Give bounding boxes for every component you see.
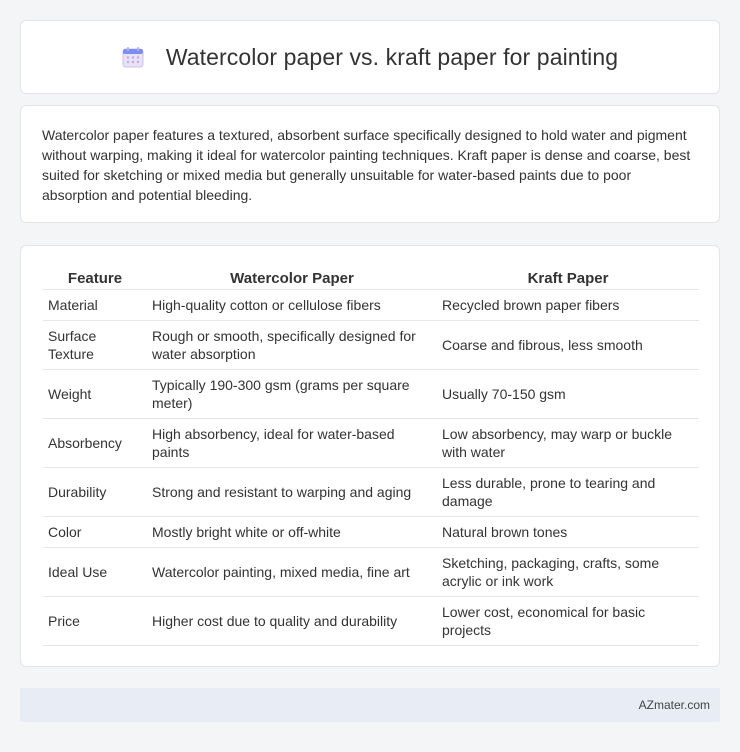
footer-site-link[interactable]: AZmater.com bbox=[638, 698, 710, 712]
table-row bbox=[43, 418, 699, 467]
kraft-cell: Low absorbency, may warp or buckle with water bbox=[437, 418, 699, 467]
kraft-cell: Sketching, packaging, crafts, some acrylic or ink work bbox=[437, 547, 699, 596]
feature-cell: Weight bbox=[43, 369, 147, 418]
feature-cell: Surface Texture bbox=[43, 320, 147, 369]
kraft-cell: Less durable, prone to tearing and damage bbox=[437, 467, 699, 516]
table-row bbox=[43, 467, 699, 516]
feature-cell: Absorbency bbox=[43, 418, 147, 467]
header-feature: Feature bbox=[43, 266, 147, 289]
kraft-cell: Lower cost, economical for basic projects bbox=[437, 596, 699, 645]
watercolor-cell: Higher cost due to quality and durability bbox=[147, 596, 437, 645]
calendar-icon bbox=[122, 46, 144, 68]
table-row bbox=[43, 289, 699, 320]
intro-card bbox=[20, 105, 720, 223]
table-row bbox=[43, 547, 699, 596]
watercolor-cell: High absorbency, ideal for water-based paints bbox=[147, 418, 437, 467]
watercolor-cell: Typically 190-300 gsm (grams per square meter) bbox=[147, 369, 437, 418]
feature-cell: Durability bbox=[43, 467, 147, 516]
kraft-cell: Coarse and fibrous, less smooth bbox=[437, 320, 699, 369]
comparison-card bbox=[20, 245, 720, 667]
kraft-cell: Recycled brown paper fibers bbox=[437, 289, 699, 320]
watercolor-cell: Rough or smooth, specifically designed for water absorption bbox=[147, 320, 437, 369]
page-title: Watercolor paper vs. kraft paper for painting bbox=[165, 43, 619, 70]
watercolor-cell: Mostly bright white or off-white bbox=[147, 516, 437, 547]
table-header-row bbox=[43, 266, 699, 289]
feature-cell: Price bbox=[43, 596, 147, 645]
table-row bbox=[43, 596, 699, 645]
kraft-cell: Usually 70-150 gsm bbox=[437, 369, 699, 418]
title-wrap bbox=[122, 44, 618, 71]
intro-text: Watercolor paper features a textured, absorbent surface specifically designed to hold water and pigment without warping, making it ideal for watercolor painting techniques. Kraft paper is dense and coarse, best suited for sketching or mixed media but generally unsuitable for water-based paints due to poor absorption and potential bleeding. bbox=[42, 127, 691, 203]
feature-cell: Material bbox=[43, 289, 147, 320]
header-watercolor-paper: Watercolor Paper bbox=[147, 266, 437, 289]
watercolor-cell: Strong and resistant to warping and aging bbox=[147, 467, 437, 516]
kraft-cell: Natural brown tones bbox=[437, 516, 699, 547]
feature-cell: Color bbox=[43, 516, 147, 547]
title-card bbox=[20, 20, 720, 94]
comparison-table bbox=[43, 266, 699, 646]
header-kraft-paper: Kraft Paper bbox=[437, 266, 699, 289]
feature-cell: Ideal Use bbox=[43, 547, 147, 596]
table-row bbox=[43, 320, 699, 369]
watercolor-cell: Watercolor painting, mixed media, fine art bbox=[147, 547, 437, 596]
table-row bbox=[43, 369, 699, 418]
table-row bbox=[43, 516, 699, 547]
watercolor-cell: High-quality cotton or cellulose fibers bbox=[147, 289, 437, 320]
footer bbox=[20, 688, 720, 722]
